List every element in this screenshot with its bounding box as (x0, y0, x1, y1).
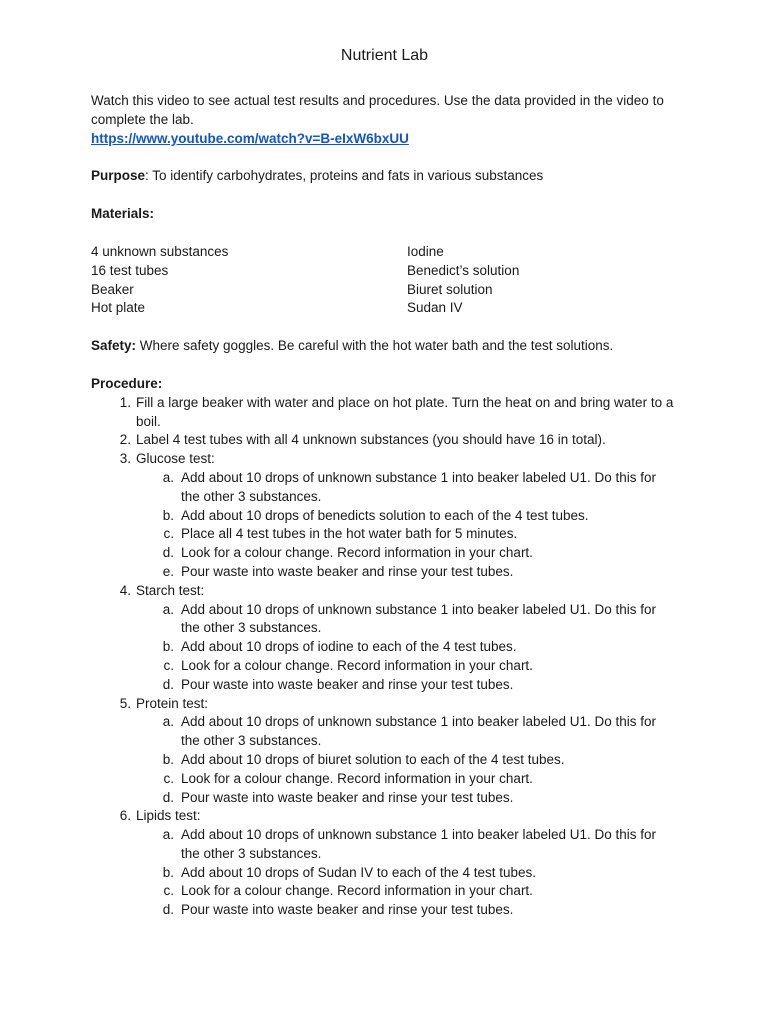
intro-text: Watch this video to see actual test results and procedures. Use the data provided in the video to complete the lab. (91, 93, 664, 127)
sub-step-letter: b. (162, 751, 174, 767)
procedure-step (91, 807, 678, 920)
sub-step (136, 563, 678, 582)
sub-step (136, 469, 678, 507)
sub-step-list (136, 601, 678, 695)
sub-step (136, 901, 678, 920)
step-number: 6. (119, 808, 131, 824)
sub-step-text: Add about 10 drops of unknown substance 1 into beaker labeled U1. Do this for the other 3 substances. (181, 714, 657, 749)
procedure-step (91, 582, 678, 695)
safety-text: Where safety goggles. Be careful with the hot water bath and the test solutions. (136, 338, 614, 354)
sub-step-letter: b. (162, 507, 174, 523)
step-text: Fill a large beaker with water and place on hot plate. Turn the heat on and bring water to a boil. (136, 394, 674, 429)
sub-step (136, 751, 678, 770)
sub-step (136, 676, 678, 695)
page-title: Nutrient Lab (340, 47, 429, 64)
material-item: Hot plate (91, 300, 146, 316)
sub-step-letter: e. (162, 563, 174, 579)
step-number: 5. (119, 695, 131, 711)
sub-step-text: Add about 10 drops of iodine to each of the 4 test tubes. (181, 639, 517, 655)
step-text: Glucose test: (136, 451, 215, 467)
sub-step-letter: c. (163, 770, 174, 786)
material-item: Biuret solution (407, 281, 493, 297)
step-text: Label 4 test tubes with all 4 unknown substances (you should have 16 in total). (136, 432, 606, 448)
sub-step-letter: c. (163, 526, 174, 542)
material-item: 16 test tubes (91, 262, 169, 278)
sub-step-text: Look for a colour change. Record information in your chart. (181, 657, 533, 673)
step-number: 3. (119, 451, 131, 467)
procedure-list (91, 394, 678, 920)
purpose-text: : To identify carbohydrates, proteins and fats in various substances (145, 168, 544, 184)
sub-step (136, 525, 678, 544)
sub-step-letter: a. (162, 827, 174, 843)
sub-step-letter: a. (162, 601, 174, 617)
sub-step-text: Add about 10 drops of unknown substance 1 into beaker labeled U1. Do this for the other 3 substances. (181, 601, 657, 636)
sub-step-text: Add about 10 drops of Sudan IV to each of the 4 test tubes. (181, 864, 537, 880)
material-item: Beaker (91, 281, 134, 297)
sub-step-letter: c. (163, 657, 174, 673)
sub-step (136, 882, 678, 901)
material-item: Benedict’s solution (407, 262, 520, 278)
sub-step-text: Look for a colour change. Record information in your chart. (181, 883, 533, 899)
sub-step-list (136, 826, 678, 920)
material-item: Sudan IV (407, 300, 463, 316)
sub-step-letter: b. (162, 639, 174, 655)
material-item: Iodine (407, 243, 444, 259)
step-text: Starch test: (136, 582, 205, 598)
sub-step-text: Add about 10 drops of benedicts solution to each of the 4 test tubes. (181, 507, 589, 523)
sub-step (136, 826, 678, 864)
video-link[interactable]: https://www.youtube.com/watch?v=B-eIxW6bxUU (91, 130, 409, 146)
sub-step (136, 789, 678, 808)
sub-step (136, 601, 678, 639)
sub-step-list (136, 713, 678, 807)
intro-block (91, 92, 678, 148)
materials-list (91, 243, 678, 318)
procedure-step (91, 450, 678, 582)
sub-step-letter: d. (162, 676, 174, 692)
material-item: 4 unknown substances (91, 243, 229, 259)
sub-step (136, 713, 678, 751)
step-number: 4. (119, 582, 131, 598)
sub-step-text: Add about 10 drops of unknown substance 1 into beaker labeled U1. Do this for the other 3 substances. (181, 827, 657, 861)
materials-heading: Materials: (91, 206, 155, 222)
sub-step-letter: a. (162, 714, 174, 730)
sub-step (136, 544, 678, 563)
sub-step-text: Add about 10 drops of biuret solution to each of the 4 test tubes. (181, 751, 565, 767)
sub-step (136, 864, 678, 883)
safety-line (91, 337, 678, 356)
sub-step-text: Look for a colour change. Record information in your chart. (181, 770, 533, 786)
purpose-line (91, 167, 678, 186)
sub-step-letter: b. (162, 864, 174, 880)
sub-step (136, 507, 678, 526)
sub-step-text: Look for a colour change. Record information in your chart. (181, 545, 533, 561)
sub-step-text: Pour waste into waste beaker and rinse your test tubes. (181, 789, 514, 805)
step-text: Protein test: (136, 695, 209, 711)
step-text: Lipids test: (136, 808, 201, 824)
procedure-step (91, 431, 678, 450)
sub-step-text: Pour waste into waste beaker and rinse your test tubes. (181, 676, 514, 692)
sub-step-text: Place all 4 test tubes in the hot water bath for 5 minutes. (181, 526, 518, 542)
sub-step (136, 638, 678, 657)
sub-step-text: Pour waste into waste beaker and rinse your test tubes. (181, 563, 514, 579)
procedure-step (91, 695, 678, 808)
safety-label: Safety: (91, 338, 137, 354)
sub-step-letter: d. (162, 545, 174, 561)
step-number: 1. (119, 394, 131, 410)
sub-step-letter: d. (162, 789, 174, 805)
sub-step (136, 770, 678, 789)
sub-step-list (136, 469, 678, 582)
sub-step-text: Add about 10 drops of unknown substance 1 into beaker labeled U1. Do this for the other 3 substances. (181, 469, 657, 504)
procedure-heading: Procedure: (91, 375, 163, 391)
step-number: 2. (119, 432, 131, 448)
sub-step-text: Pour waste into waste beaker and rinse your test tubes. (181, 902, 514, 918)
sub-step-letter: c. (163, 883, 174, 899)
sub-step-letter: a. (162, 469, 174, 485)
sub-step-letter: d. (162, 902, 174, 918)
purpose-label: Purpose (91, 168, 146, 184)
sub-step (136, 657, 678, 676)
procedure-step (91, 394, 678, 432)
